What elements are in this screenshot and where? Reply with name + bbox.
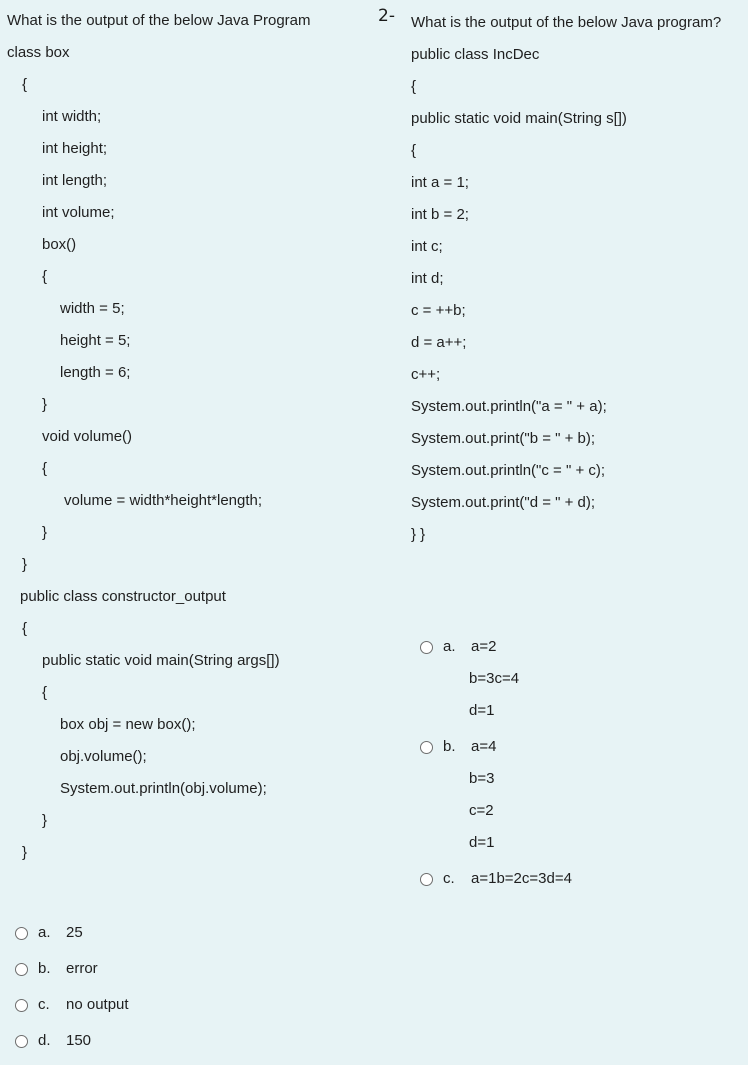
- option-text-line: b=3c=4: [469, 670, 520, 687]
- code-line: void volume(): [42, 428, 133, 445]
- code-line: public class IncDec: [411, 46, 540, 63]
- option-letter: b.: [443, 738, 456, 755]
- code-line: {: [22, 620, 28, 637]
- code-line: System.out.println("a = " + a);: [411, 398, 607, 415]
- code-line: {: [42, 268, 48, 285]
- code-line: int d;: [411, 270, 444, 287]
- code-line: height = 5;: [60, 332, 131, 349]
- left-option-c[interactable]: [15, 996, 129, 1014]
- code-line: width = 5;: [60, 300, 125, 317]
- code-line: obj.volume();: [60, 748, 147, 765]
- code-line: int b = 2;: [411, 206, 469, 223]
- code-line: public static void main(String args[]): [42, 652, 280, 669]
- option-letter: a.: [38, 924, 51, 941]
- code-line: int volume;: [42, 204, 115, 221]
- code-line: System.out.print("d = " + d);: [411, 494, 596, 511]
- option-letter: a.: [443, 638, 456, 655]
- code-line: System.out.println("c = " + c);: [411, 462, 606, 479]
- option-letter: c.: [38, 996, 50, 1013]
- code-line: {: [411, 78, 417, 95]
- option-text-line: c=2: [469, 802, 494, 819]
- option-text-line: d=1: [469, 702, 495, 719]
- option-letter: d.: [38, 1032, 51, 1049]
- code-line: System.out.println(obj.volume);: [60, 780, 267, 797]
- code-line: {: [22, 76, 28, 93]
- radio-button[interactable]: [15, 1035, 28, 1048]
- code-line: public static void main(String s[]): [411, 110, 627, 127]
- code-line: } }: [411, 526, 426, 543]
- code-line: class box: [7, 44, 70, 61]
- left-option-d[interactable]: [15, 1032, 91, 1050]
- radio-button[interactable]: [15, 927, 28, 940]
- code-line: int a = 1;: [411, 174, 469, 191]
- option-text-line: d=1: [469, 834, 495, 851]
- option-text: error: [66, 960, 98, 977]
- code-line: c = ++b;: [411, 302, 466, 319]
- code-line: }: [22, 556, 28, 573]
- code-line: c++;: [411, 366, 441, 383]
- option-letter: c.: [443, 870, 455, 887]
- right-option-b[interactable]: [420, 738, 496, 756]
- option-text: a=2: [471, 638, 497, 655]
- code-line: volume = width*height*length;: [64, 492, 263, 509]
- right-option-a[interactable]: [420, 638, 496, 656]
- radio-button[interactable]: [420, 641, 433, 654]
- left-question-text: What is the output of the below Java Program: [7, 12, 311, 29]
- code-line: {: [42, 684, 48, 701]
- option-text: 150: [66, 1032, 92, 1049]
- code-line: }: [42, 812, 48, 829]
- code-line: int length;: [42, 172, 108, 189]
- radio-button[interactable]: [15, 999, 28, 1012]
- question-number: 2-: [378, 6, 395, 26]
- code-line: d = a++;: [411, 334, 467, 351]
- code-line: System.out.print("b = " + b);: [411, 430, 596, 447]
- option-text: 25: [66, 924, 83, 941]
- option-letter: b.: [38, 960, 51, 977]
- code-line: {: [411, 142, 417, 159]
- code-line: public class constructor_output: [20, 588, 226, 605]
- option-text: a=4: [471, 738, 497, 755]
- code-line: int height;: [42, 140, 108, 157]
- radio-button[interactable]: [15, 963, 28, 976]
- code-line: }: [42, 524, 48, 541]
- option-text-line: b=3: [469, 770, 495, 787]
- code-line: int width;: [42, 108, 102, 125]
- left-option-b[interactable]: [15, 960, 98, 978]
- option-text: a=1b=2c=3d=4: [471, 870, 572, 887]
- code-line: length = 6;: [60, 364, 131, 381]
- right-option-c[interactable]: [420, 870, 572, 888]
- code-line: int c;: [411, 238, 443, 255]
- left-option-a[interactable]: [15, 924, 83, 942]
- radio-button[interactable]: [420, 741, 433, 754]
- code-line: box(): [42, 236, 77, 253]
- radio-button[interactable]: [420, 873, 433, 886]
- right-question-text: What is the output of the below Java program?: [411, 14, 722, 31]
- code-line: }: [22, 844, 28, 861]
- code-line: box obj = new box();: [60, 716, 196, 733]
- code-line: }: [42, 396, 48, 413]
- option-text: no output: [66, 996, 129, 1013]
- code-line: {: [42, 460, 48, 477]
